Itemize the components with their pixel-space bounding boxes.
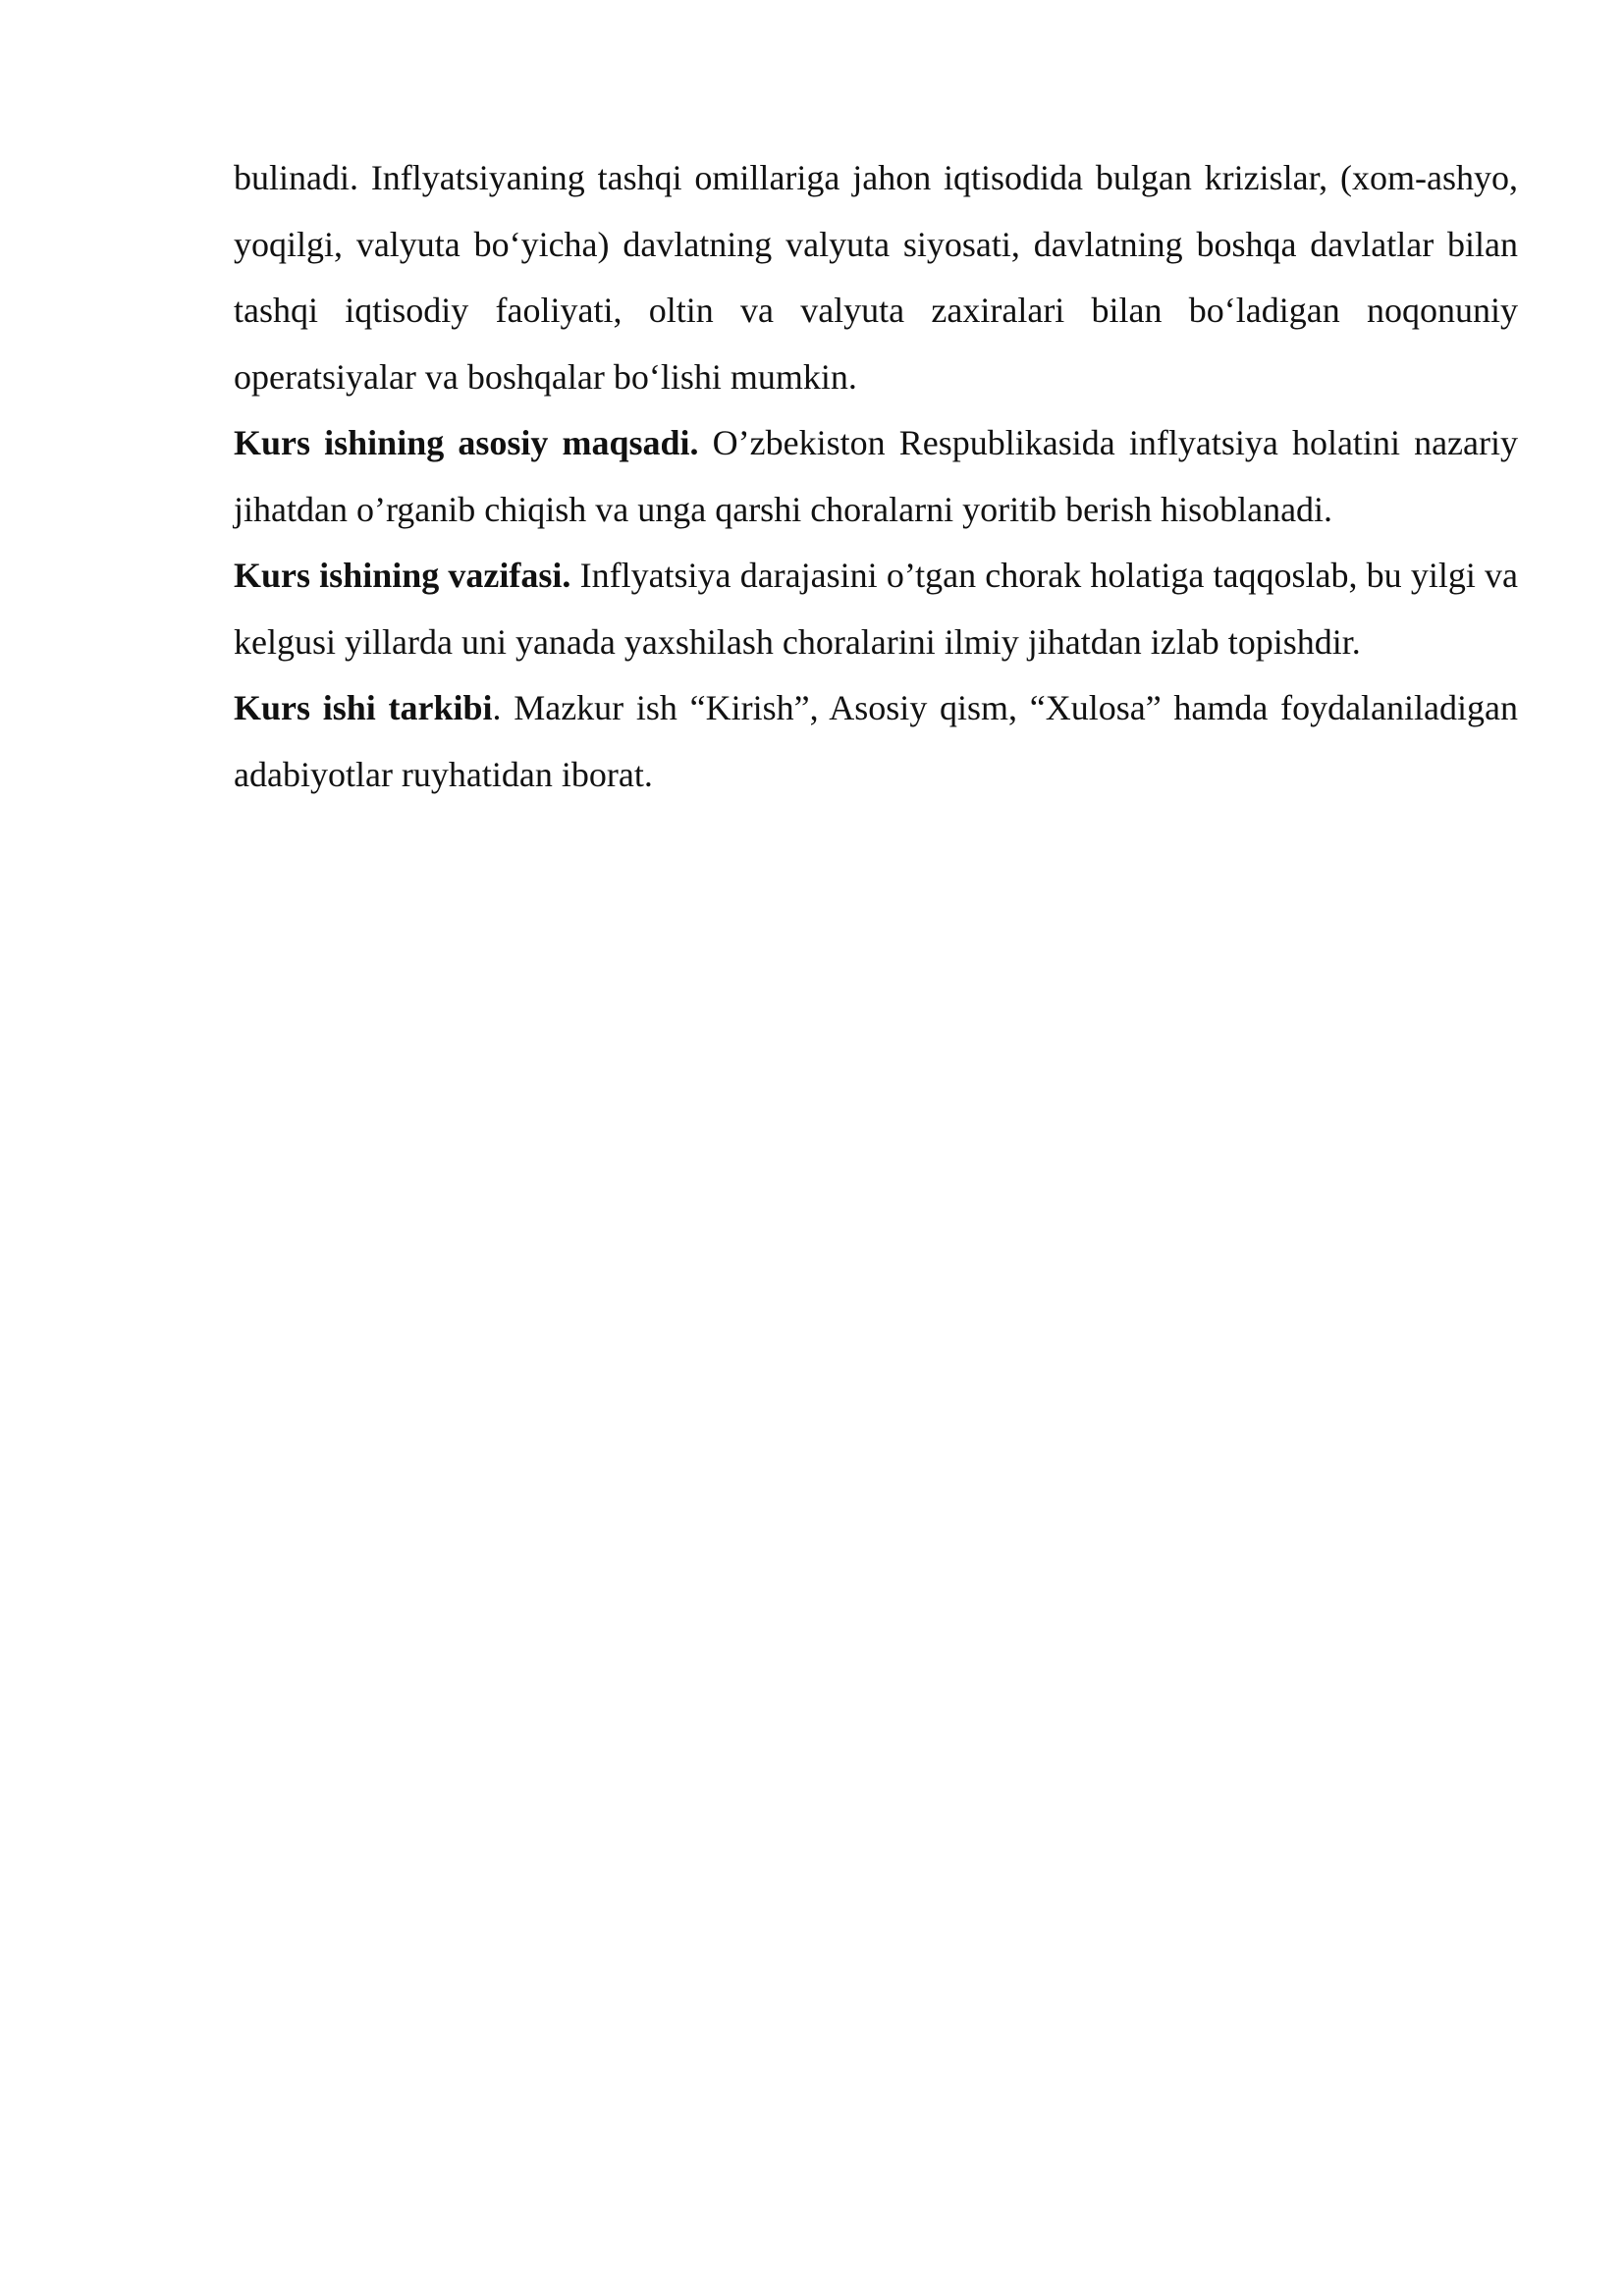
paragraph-external-factors bbox=[234, 145, 1518, 410]
paragraph-structure bbox=[234, 675, 1518, 808]
paragraph-task bbox=[234, 543, 1518, 675]
paragraph-text: bulinadi. Inflyatsiyaning tashqi omillariga jahon iqtisodida bulgan krizislar, (xom-ashyo, yoqilgi, valyuta bo‘yicha) davlatning valyuta siyosati, davlatning boshqa davlatlar bilan tashqi iqtisodiy faoliyati, oltin va valyuta zaxiralari bilan bo‘ladigan noqonuniy operatsiyalar va boshqalar bo‘lishi mumkin. bbox=[234, 158, 1518, 397]
paragraph-main-goal bbox=[234, 410, 1518, 543]
paragraph-heading: Kurs ishining vazifasi. bbox=[234, 556, 571, 595]
paragraph-text: Inflyatsiya darajasini o’tgan chorak holatiga taqqoslab, bu yilgi va kelgusi yillarda uni yanada yaxshilash choralarini ilmiy jihatdan izlab topishdir. bbox=[234, 556, 1519, 662]
paragraph-text: . Mazkur ish “Kirish”, Asosiy qism, “Xulosa” hamda foydalaniladigan adabiyotlar ruyhatidan iborat. bbox=[234, 688, 1518, 794]
body-text bbox=[234, 145, 1518, 808]
paragraph-text: O’zbekiston Respublikasida inflyatsiya holatini nazariy jihatdan o’rganib chiqish va unga qarshi choralarni yoritib berish hisoblanadi. bbox=[234, 423, 1518, 529]
paragraph-heading: Kurs ishining asosiy maqsadi. bbox=[234, 423, 699, 462]
paragraph-heading: Kurs ishi tarkibi bbox=[234, 688, 493, 727]
